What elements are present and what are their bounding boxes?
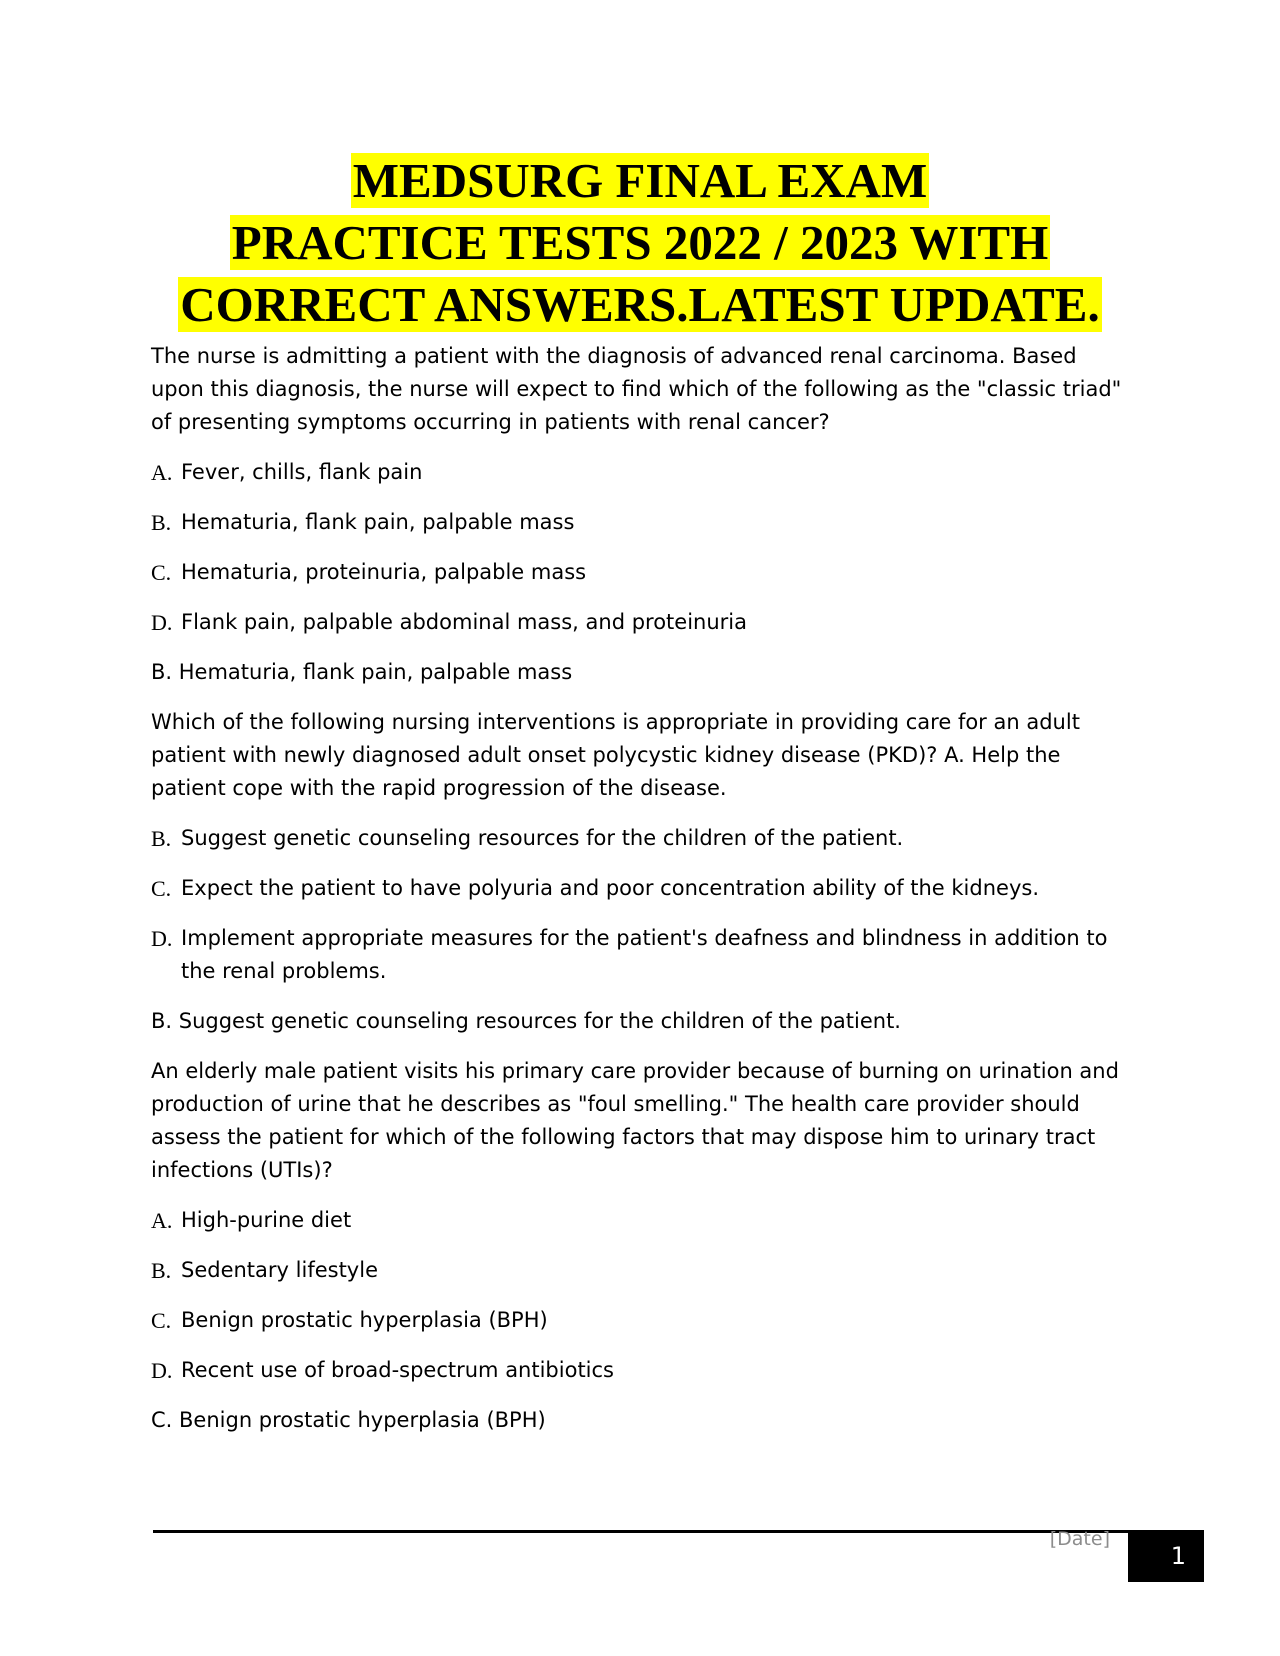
question-3-option-a bbox=[151, 1204, 1131, 1237]
option-text: Sedentary lifestyle bbox=[181, 1258, 378, 1282]
question-1-option-b bbox=[151, 506, 1131, 539]
title-line-1-text: MEDSURG FINAL EXAM bbox=[352, 153, 928, 208]
question-1-text: The nurse is admitting a patient with the diagnosis of advanced renal carcinoma. Based upon this diagnosis, the nurse will expect to find which of the following as the "classic triad" of presenting symptoms occurring in patients with renal cancer? bbox=[151, 344, 1122, 434]
question-2-answer: B. Suggest genetic counseling resources for the children of the patient. bbox=[151, 1009, 901, 1033]
footer-date: [Date] bbox=[1049, 1528, 1110, 1550]
title-line-1 bbox=[150, 150, 1130, 212]
option-text: Hematuria, flank pain, palpable mass bbox=[181, 510, 575, 534]
question-2-text: Which of the following nursing interventions is appropriate in providing care for an adult patient with newly diagnosed adult onset polycystic kidney disease (PKD)? A. Help the patient cope with the rapid progression of the disease. bbox=[151, 710, 1080, 800]
option-text: Benign prostatic hyperplasia (BPH) bbox=[181, 1308, 548, 1332]
question-1-option-a bbox=[151, 456, 1131, 489]
question-3-option-d bbox=[151, 1354, 1131, 1387]
option-text: Fever, chills, flank pain bbox=[181, 460, 423, 484]
option-text: Flank pain, palpable abdominal mass, and proteinuria bbox=[181, 610, 748, 634]
document-title bbox=[150, 150, 1130, 336]
option-letter: D. bbox=[151, 926, 173, 951]
question-1-answer: B. Hematuria, flank pain, palpable mass bbox=[151, 660, 573, 684]
question-2-option-b bbox=[151, 822, 1131, 855]
option-letter: B. bbox=[151, 510, 172, 535]
footer-divider bbox=[153, 1530, 1128, 1533]
option-text: Expect the patient to have polyuria and poor concentration ability of the kidneys. bbox=[181, 876, 1039, 900]
title-line-3 bbox=[150, 274, 1130, 336]
option-letter: A. bbox=[151, 1208, 173, 1233]
option-letter: B. bbox=[151, 826, 172, 851]
question-3-option-c bbox=[151, 1304, 1131, 1337]
title-line-2 bbox=[150, 212, 1130, 274]
option-text: High-purine diet bbox=[181, 1208, 352, 1232]
page-number: 1 bbox=[1128, 1530, 1204, 1582]
option-letter: D. bbox=[151, 1358, 173, 1383]
document-body bbox=[151, 340, 1131, 1454]
option-letter: C. bbox=[151, 876, 172, 901]
option-text: Recent use of broad-spectrum antibiotics bbox=[181, 1358, 615, 1382]
question-2-option-c bbox=[151, 872, 1131, 905]
option-letter: C. bbox=[151, 560, 172, 585]
question-3-option-b bbox=[151, 1254, 1131, 1287]
question-1-option-d bbox=[151, 606, 1131, 639]
option-letter: B. bbox=[151, 1258, 172, 1283]
option-text: Suggest genetic counseling resources for the children of the patient. bbox=[181, 826, 904, 850]
question-2-option-d bbox=[151, 922, 1131, 988]
option-letter: C. bbox=[151, 1308, 172, 1333]
option-letter: D. bbox=[151, 610, 173, 635]
option-text: Implement appropriate measures for the patient's deafness and blindness in addition to the renal problems. bbox=[181, 926, 1108, 983]
title-line-2-text: PRACTICE TESTS 2022 / 2023 WITH bbox=[231, 215, 1049, 270]
question-1-option-c bbox=[151, 556, 1131, 589]
title-line-3-text: CORRECT ANSWERS.LATEST UPDATE. bbox=[180, 277, 1100, 332]
question-3-text: An elderly male patient visits his primary care provider because of burning on urination and production of urine that he describes as "foul smelling." The health care provider should assess the patient for which of the following factors that may dispose him to urinary tract infections (UTIs)? bbox=[151, 1059, 1119, 1182]
option-letter: A. bbox=[151, 460, 173, 485]
question-3-answer: C. Benign prostatic hyperplasia (BPH) bbox=[151, 1408, 546, 1432]
option-text: Hematuria, proteinuria, palpable mass bbox=[181, 560, 587, 584]
